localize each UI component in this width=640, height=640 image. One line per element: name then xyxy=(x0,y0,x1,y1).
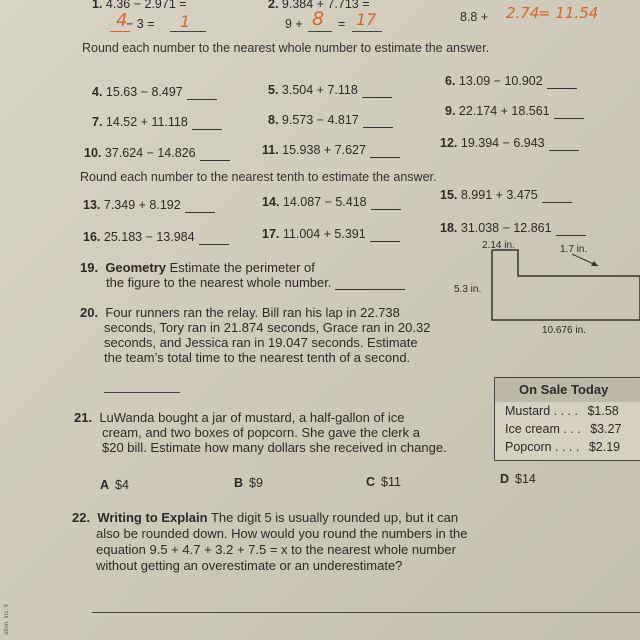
sale-box xyxy=(494,377,640,461)
figure-label-left: 5.3 in. xyxy=(454,284,482,295)
question-22-line1: 22. Writing to Explain The digit 5 is usually rounded up, but it can xyxy=(72,510,459,525)
question-20-line2: seconds, Tory ran in 21.874 seconds, Grace ran in 20.32 xyxy=(104,320,431,335)
question-20-line1: 20. Four runners ran the relay. Bill ran his lap in 22.738 xyxy=(80,305,400,320)
problem-13: 13. 7.349 + 8.192 xyxy=(83,198,215,213)
side-copyright xyxy=(0,560,14,640)
problem-8: 8. 9.573 − 4.817 xyxy=(268,113,393,128)
problem-2-work-eq: = xyxy=(338,17,346,31)
choice-d[interactable]: D $14 xyxy=(500,472,536,486)
question-19-line2: the figure to the nearest whole number. xyxy=(106,275,405,290)
question-19-line1: 19. Geometry Estimate the perimeter of xyxy=(80,260,315,275)
problem-16: 16. 25.183 − 13.984 xyxy=(83,230,229,245)
answer-underline xyxy=(110,31,130,32)
figure-label-bottom: 10.676 in. xyxy=(542,325,586,336)
figure-label-top-left: 2.14 in. xyxy=(482,240,515,251)
question-22-line3: equation 9.5 + 4.7 + 3.2 + 7.5 = x to the nearest whole number xyxy=(96,542,456,557)
problem-3-work: 8.8 + xyxy=(460,10,489,24)
problem-1: 1. 4.36 − 2.971 = xyxy=(92,0,187,11)
problem-18: 18. 31.038 − 12.861 xyxy=(440,221,586,236)
problem-6: 6. 13.09 − 10.902 xyxy=(445,74,577,89)
problem-15: 15. 8.991 + 3.475 xyxy=(440,188,572,203)
question-22-line2: also be rounded down. How would you round the numbers in the xyxy=(96,526,468,541)
question-22-line4: without getting an overestimate or an underestimate? xyxy=(96,558,403,573)
question-21-line3: $20 bill. Estimate how many dollars she received in change. xyxy=(102,440,447,455)
problem-2: 2. 9.384 + 7.713 = xyxy=(268,0,370,11)
question-20-line3: seconds, and Jessica ran in 19.047 seconds. Estimate xyxy=(104,335,418,350)
handwritten-answer-3a: 2.74 xyxy=(506,4,540,22)
question-21-line2: cream, and two boxes of popcorn. She gave the clerk a xyxy=(102,425,420,440)
question-20-line4: the team’s total time to the nearest tenth of a second. xyxy=(104,350,411,365)
sale-item-mustard: Mustard . . . . $1.58 xyxy=(505,404,619,418)
answer-line-20[interactable] xyxy=(104,392,180,393)
handwritten-answer-1a: 4 xyxy=(116,10,128,31)
sale-item-popcorn: Popcorn . . . . $2.19 xyxy=(505,440,621,454)
perimeter-figure xyxy=(454,236,640,346)
figure-label-top-right: 1.7 in. xyxy=(560,244,588,255)
problem-12: 12. 19.394 − 6.943 xyxy=(440,136,579,151)
problem-2-work-head: 9 + xyxy=(285,17,303,31)
problem-17: 17. 11.004 + 5.391 xyxy=(262,227,400,242)
choice-a[interactable]: A $4 xyxy=(100,478,129,492)
sale-title: On Sale Today xyxy=(495,378,640,402)
problem-9: 9. 22.174 + 18.561 xyxy=(445,104,584,119)
problem-14: 14. 14.087 − 5.418 xyxy=(262,195,401,210)
side-copyright-text: ation, Inc. 6 xyxy=(4,603,10,635)
problem-11: 11. 15.938 + 7.627 xyxy=(262,143,400,158)
choice-b[interactable]: B $9 xyxy=(234,476,263,490)
answer-line xyxy=(308,31,332,32)
answer-line-22[interactable] xyxy=(92,612,640,613)
handwritten-answer-1b: 1 xyxy=(180,12,191,31)
sale-item-ice-cream: Ice cream . . . $3.27 xyxy=(505,422,622,436)
problem-10: 10. 37.624 − 14.826 xyxy=(84,146,230,161)
handwritten-answer-2b: 17 xyxy=(356,10,377,29)
answer-line xyxy=(170,31,206,32)
answer-line xyxy=(352,31,382,32)
section-2-directions: Round each number to the nearest tenth to estimate the answer. xyxy=(80,170,437,184)
problem-7: 7. 14.52 + 11.118 xyxy=(92,115,222,130)
choice-c[interactable]: C $11 xyxy=(366,475,401,489)
handwritten-answer-2a: 8 xyxy=(312,8,325,30)
handwritten-answer-3b: = 11.54 xyxy=(538,4,599,22)
problem-1-work: − 3 = xyxy=(126,17,155,31)
section-1-directions: Round each number to the nearest whole number to estimate the answer. xyxy=(82,41,490,55)
problem-4: 4. 15.63 − 8.497 xyxy=(92,85,217,100)
problem-5: 5. 3.504 + 7.118 xyxy=(268,83,392,98)
question-21-line1: 21. LuWanda bought a jar of mustard, a half-gallon of ice xyxy=(74,410,405,425)
